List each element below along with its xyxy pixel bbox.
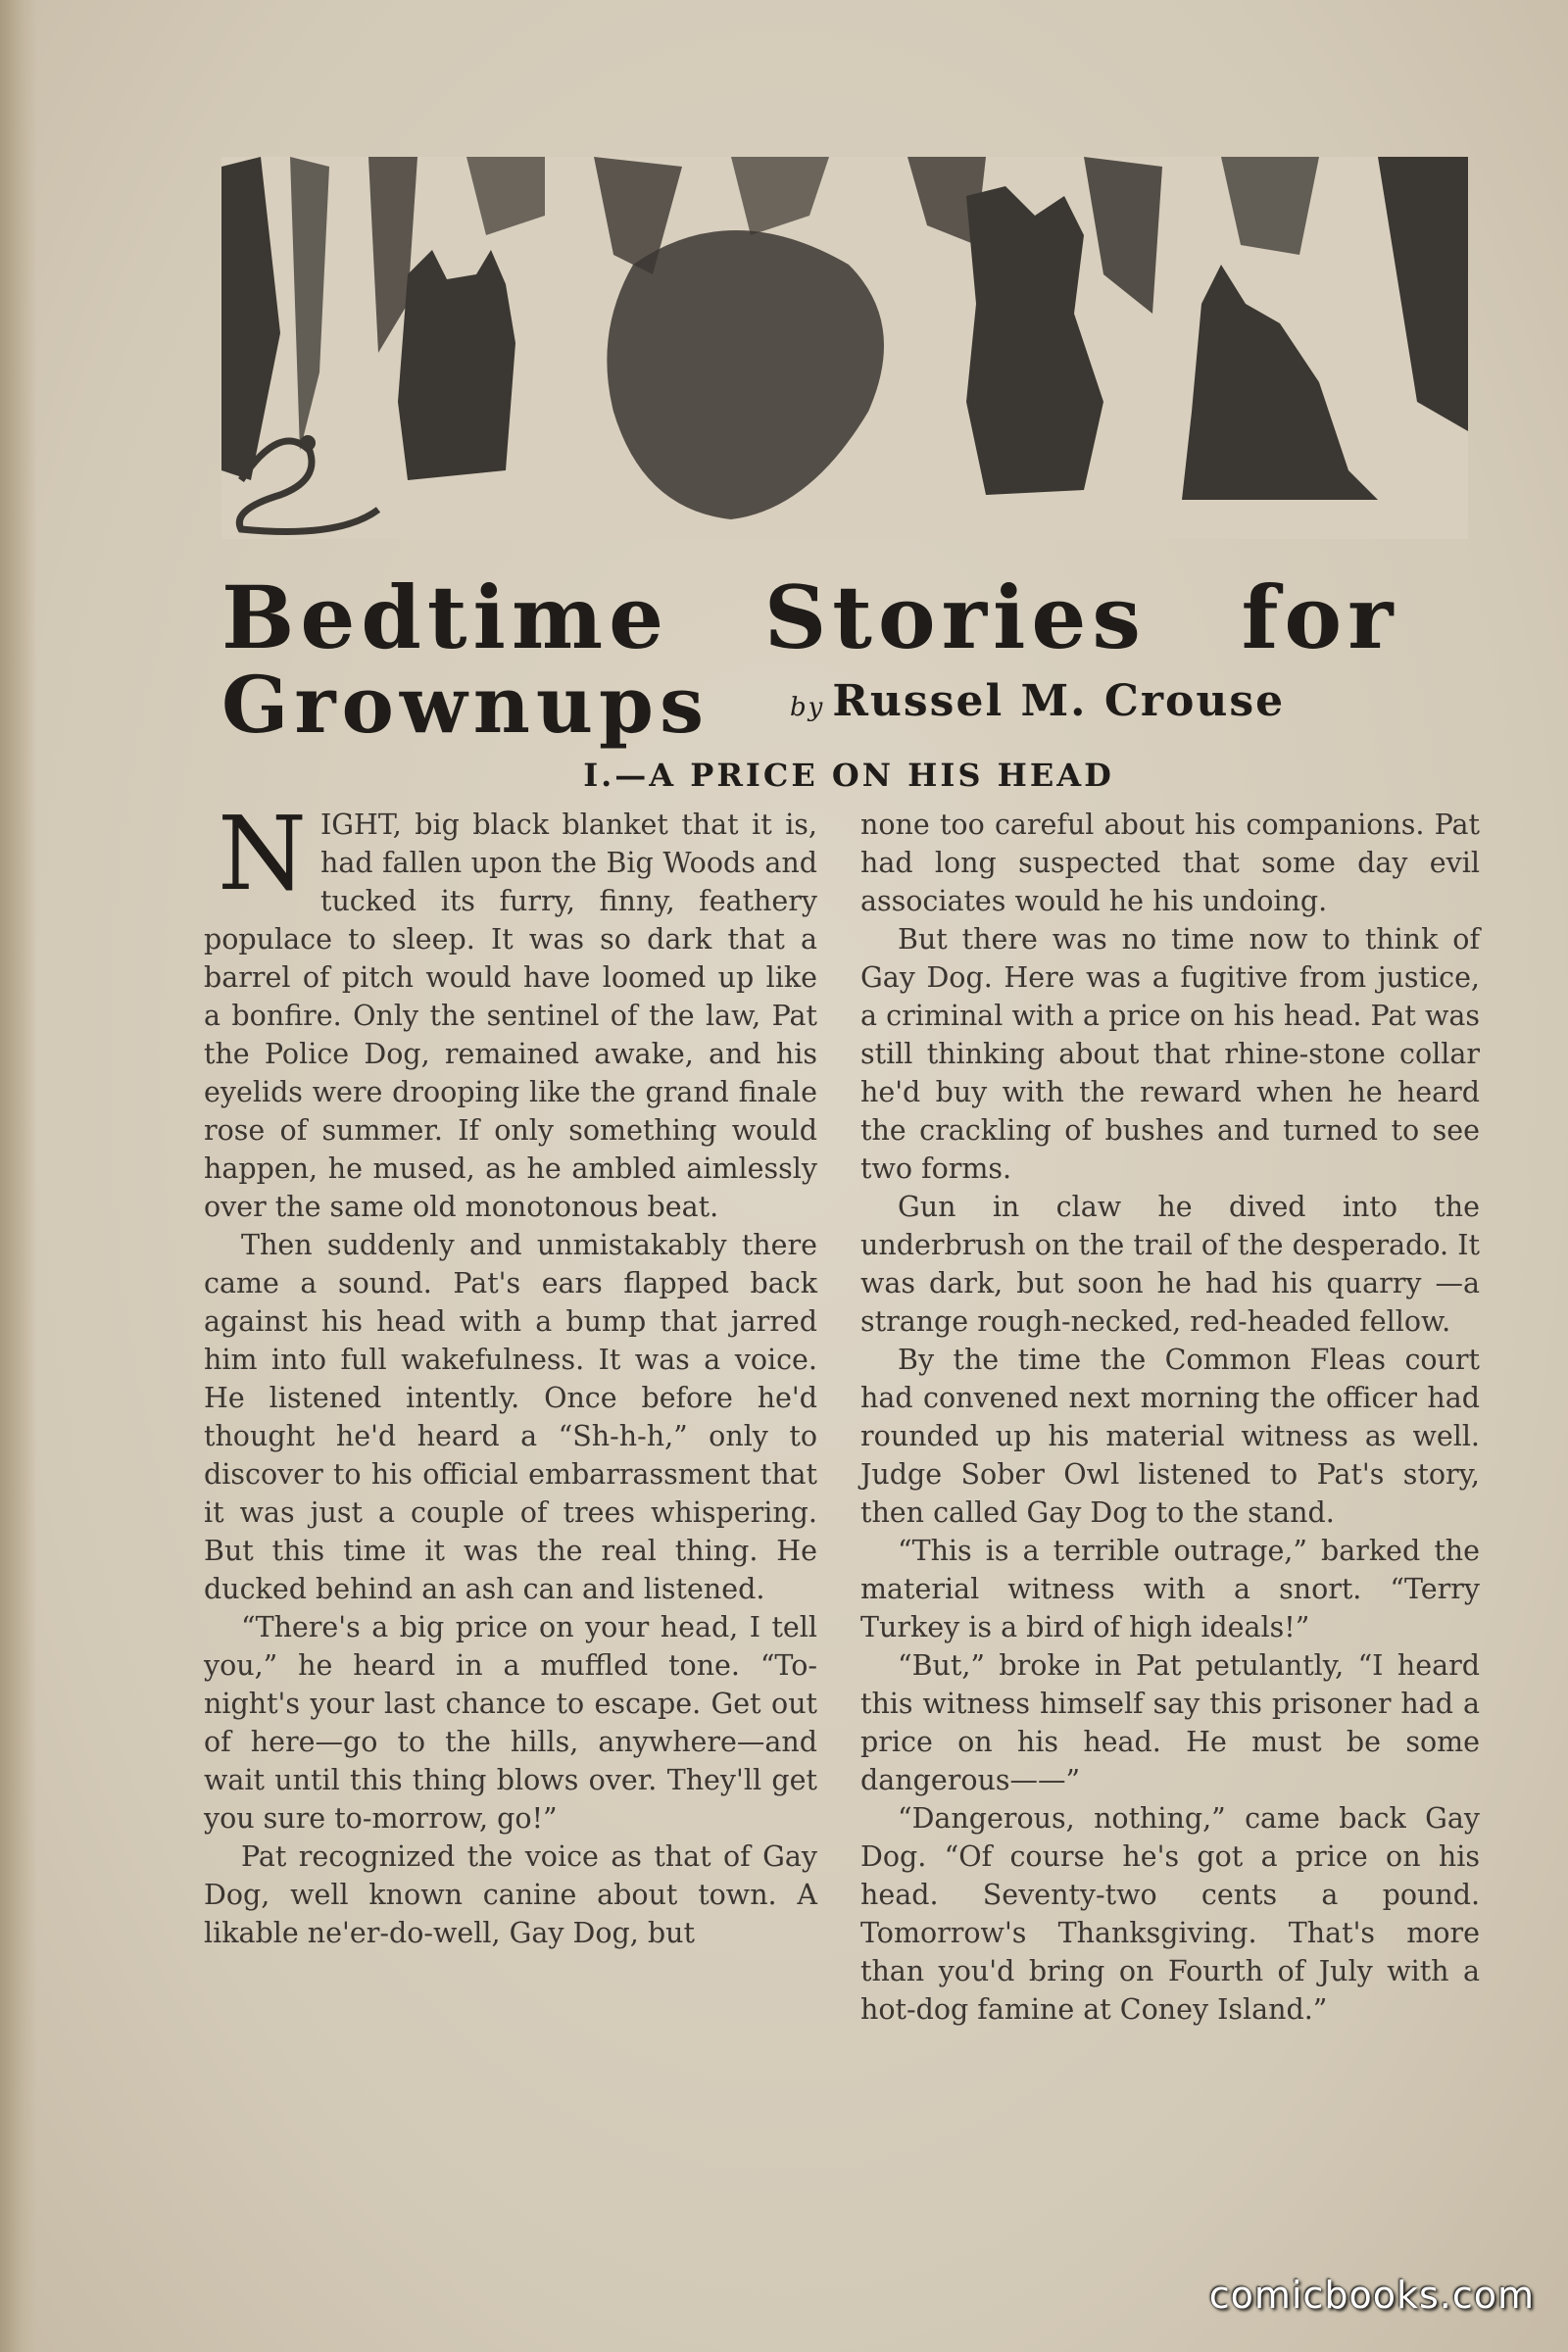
paragraph: Then suddenly and unmistakably there came a sound. Pat's ears flapped back against his head with a bump that jarred him into full wakefulness. It was a voice. He listened intently. Once before he'd thought he'd heard a “Sh-h-h,” only to discover to his official embarrassment that it was just a couple of trees whispering. But this time it was the real thing. He ducked behind an ash can and listened. [204, 1229, 817, 1605]
paragraph: “Dangerous, nothing,” came back Gay Dog. “Of course he's got a price on his head. Seventy-two cents a pound. Tomorrow's Thanksgiving. That's more than you'd bring on Fourth of July with a hot-dog famine at Coney Island.” [860, 1802, 1480, 2026]
paragraph: “This is a terrible outrage,” barked the material witness with a snort. “Terry Turkey is a bird of high ideals!” [860, 1535, 1480, 1643]
paragraph: “There's a big price on your head, I tell you,” he heard in a muffled tone. “To-night's your last chance to escape. Get out of here—go to the hills, anywhere—and wait until this thing blows over. They'll get you sure to-morrow, go!” [204, 1611, 817, 1835]
article-title-line-2: Grownups [221, 659, 710, 751]
paragraph: But there was no time now to think of Gay Dog. Here was a fugitive from justice, a criminal with a price on his head. Pat was still thinking about that rhine-stone collar he'd buy with the reward when he heard the crackling of bushes and turned to see two forms. [860, 923, 1480, 1185]
paragraph: NIGHT, big black blanket that it is, had fallen upon the Big Woods and tucked its furry, finny, feathery populace to sleep. It was so dark that a barrel of pitch would have loomed up like a bonfire. Only the sentinel of the law, Pat the Police Dog, remained awake, and his eyelids were drooping like the grand finale rose of summer. If only something would happen, he mused, as he ambled aimlessly over the same old monotonous beat. [204, 794, 817, 1223]
paragraph: Gun in claw he dived into the underbrush on the trail of the desperado. It was dark, but soon he had his quarry —a strange rough-necked, red-headed fellow. [860, 1191, 1480, 1338]
page-spine-shadow [0, 0, 37, 2352]
text-column-right [860, 806, 1480, 2029]
paragraph: none too careful about his companions. Pat had long suspected that some day evil associates would he his undoing. [860, 808, 1480, 917]
author-byline [790, 676, 1476, 726]
drop-cap: N [218, 794, 307, 913]
paragraph: “But,” broke in Pat petulantly, “I heard this witness himself say this prisoner had a price on his head. He must be some dangerous——” [860, 1649, 1480, 1796]
author-name: Russel M. Crouse [832, 676, 1286, 726]
paragraph: By the time the Common Fleas court had convened next morning the officer had rounded up his material witness as well. Judge Sober Owl listened to Pat's story, then called Gay Dog to the stand. [860, 1344, 1480, 1529]
text-column-left [204, 794, 817, 1952]
header-illustration-animals-forest [221, 157, 1468, 539]
article-title-line-1: Bedtime Stories for [221, 566, 1399, 668]
article-subtitle: I.—A PRICE ON HIS HEAD [583, 757, 1114, 794]
site-watermark: comicbooks.com [1208, 2274, 1535, 2317]
paragraph: Pat recognized the voice as that of Gay Dog, well known canine about town. A likable ne'er-do-well, Gay Dog, but [204, 1840, 817, 1949]
byline-prefix: by [790, 693, 825, 722]
